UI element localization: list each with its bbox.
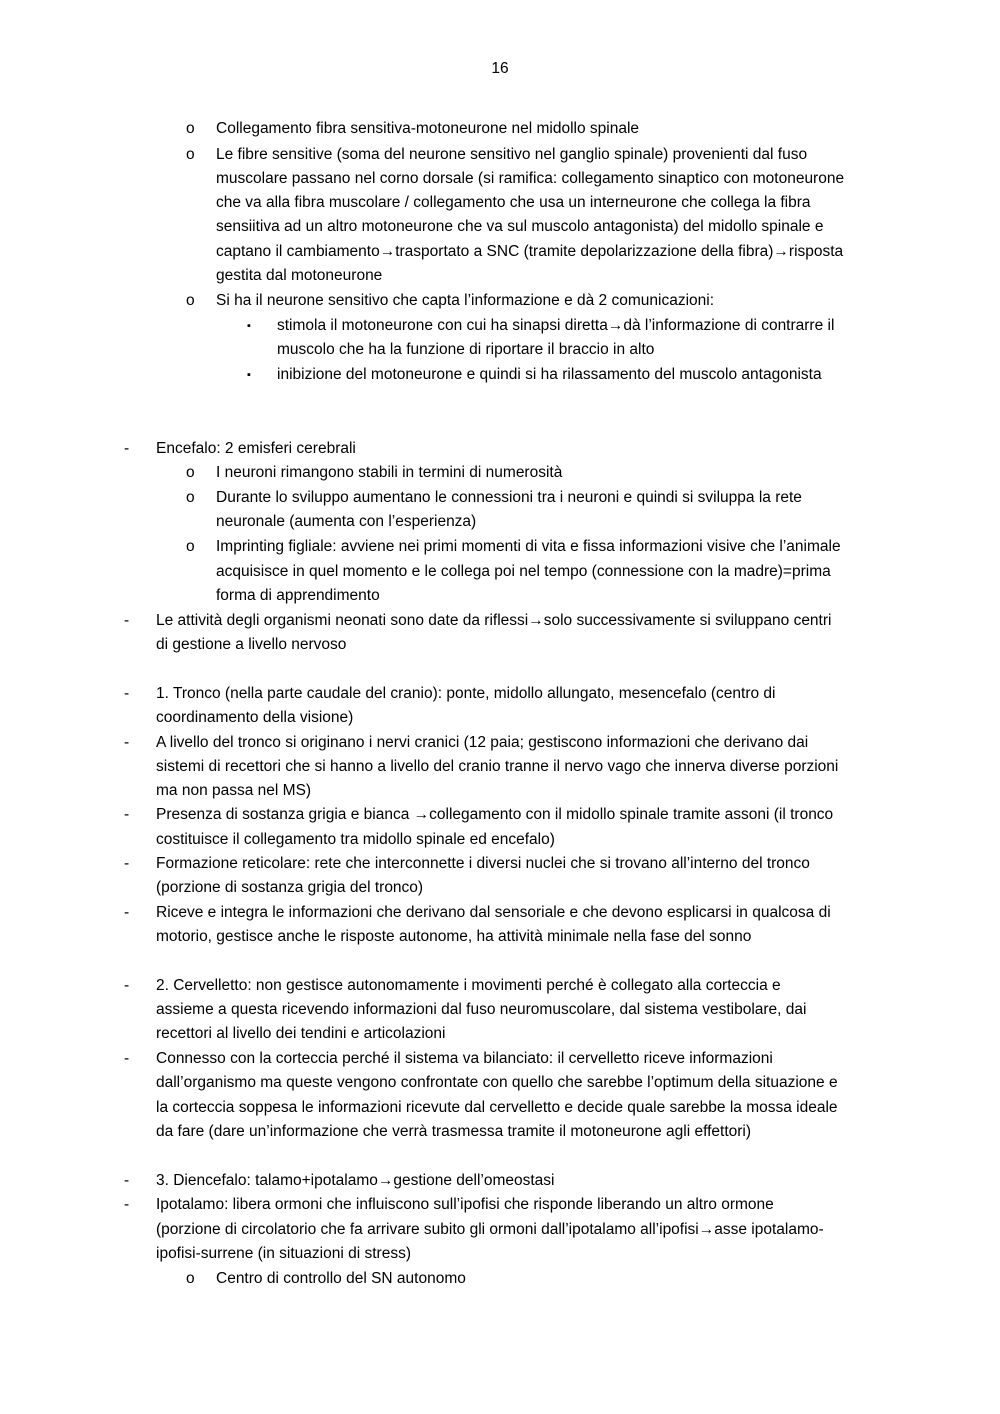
text-line: dall’organismo ma queste vengono confrontate con quello che sarebbe l’optimum della situazione e [156,1074,838,1091]
text-line: Connesso con la corteccia perché il sistema va bilanciato: il cervelletto riceve informazioni [156,1050,773,1067]
text-line: neuronale (aumenta con l’esperienza) [216,513,477,530]
text-line: recettori al livello dei tendini e articolazioni [156,1025,446,1042]
dash-bullet: - [124,685,130,702]
circle-bullet: o [186,120,195,137]
circle-bullet: o [186,146,195,163]
circle-bullet: o [186,292,195,309]
circle-bullet: o [186,464,195,481]
text-line: Ipotalamo: libera ormoni che influiscono sull’ipofisi che risponde liberando un altro ormone [156,1196,774,1213]
text-line: (porzione di circolatorio che fa arrivare subito gli ormoni dall’ipotalamo all’ipofisi→asse ipotalamo- [156,1221,824,1238]
circle-bullet: o [186,1270,195,1287]
dash-bullet: - [124,977,130,994]
text-line: inibizione del motoneurone e quindi si ha rilassamento del muscolo antagonista [277,366,822,383]
dash-bullet: - [124,806,130,823]
dash-bullet: - [124,440,130,457]
text-line: da fare (dare un’informazione che verrà trasmessa tramite il motoneurone agli effettori) [156,1123,752,1140]
text-line: Centro di controllo del SN autonomo [216,1270,466,1287]
page-number: 16 [491,60,509,77]
dash-bullet: - [124,904,130,921]
text-line: ipofisi-surrene (in situazioni di stress) [156,1245,411,1262]
text-line: 1. Tronco (nella parte caudale del cranio): ponte, midollo allungato, mesencefalo (centro di [156,685,776,702]
circle-bullet: o [186,538,195,555]
text-line: sensiitiva ad un altro motoneurone che va sul muscolo antagonista) del midollo spinale e [216,218,824,235]
text-line: acquisisce in quel momento e le collega poi nel tempo (connessione con la madre)=prima [216,563,831,580]
text-line: Si ha il neurone sensitivo che capta l’informazione e dà 2 comunicazioni: [216,292,715,309]
text-line: Encefalo: 2 emisferi cerebrali [156,440,356,457]
text-line: stimola il motoneurone con cui ha sinapsi diretta→dà l’informazione di contrarre il [277,317,835,334]
text-line: muscolo che ha la funzione di riportare il braccio in alto [277,341,655,358]
text-line: Presenza di sostanza grigia e bianca →collegamento con il midollo spinale tramite assoni (il tronco [156,806,834,823]
text-line: Le attività degli organismi neonati sono date da riflessi→solo successivamente si sviluppano centri [156,612,832,629]
text-line: muscolare passano nel corno dorsale (si ramifica: collegamento sinaptico con motoneurone [216,170,845,187]
text-line: coordinamento della visione) [156,709,354,726]
dash-bullet: - [124,1172,130,1189]
text-line: assieme a questa ricevendo informazioni dal fuso neuromuscolare, dal sistema vestibolare, dai [156,1001,807,1018]
text-line: di gestione a livello nervoso [156,636,347,653]
text-line: Le fibre sensitive (soma del neurone sensitivo nel ganglio spinale) provenienti dal fuso [216,146,808,163]
dash-bullet: - [124,855,130,872]
dash-bullet: - [124,1050,130,1067]
text-line: Durante lo sviluppo aumentano le connessioni tra i neuroni e quindi si sviluppa la rete [216,489,802,506]
text-line: che va alla fibra muscolare / collegamento che usa un interneurone che collega la fibra [216,194,811,211]
text-line: gestita dal motoneurone [216,267,383,284]
text-line: 3. Diencefalo: talamo+ipotalamo→gestione dell’omeostasi [156,1172,555,1189]
text-line: forma di apprendimento [216,587,380,604]
text-line: (porzione di sostanza grigia del tronco) [156,879,424,896]
dash-bullet: - [124,734,130,751]
text-line: I neuroni rimangono stabili in termini di numerosità [216,464,563,481]
square-bullet: ▪ [247,320,251,332]
text-line: sistemi di recettori che si hanno a livello del cranio tranne il nervo vago che innerva diverse porzioni [156,758,839,775]
text-line: la corteccia soppesa le informazioni ricevute dal cervelletto e decide quale sarebbe la mossa ideale [156,1099,838,1116]
text-line: A livello del tronco si originano i nervi cranici (12 paia; gestiscono informazioni che derivano dai [156,734,809,751]
text-line: Riceve e integra le informazioni che derivano dal sensoriale e che devono esplicarsi in qualcosa di [156,904,831,921]
text-line: costituisce il collegamento tra midollo spinale ed encefalo) [156,831,555,848]
text-line: Collegamento fibra sensitiva-motoneurone nel midollo spinale [216,120,640,137]
text-line: Formazione reticolare: rete che interconnette i diversi nuclei che si trovano all’interno del tronco [156,855,810,872]
circle-bullet: o [186,489,195,506]
text-line: motorio, gestisce anche le risposte autonome, ha attività minimale nella fase del sonno [156,928,752,945]
square-bullet: ▪ [247,369,251,381]
text-line: ma non passa nel MS) [156,782,312,799]
text-line: Imprinting figliale: avviene nei primi momenti di vita e fissa informazioni visive che l’animale [216,538,841,555]
dash-bullet: - [124,1196,130,1213]
text-line: 2. Cervelletto: non gestisce autonomamente i movimenti perché è collegato alla corteccia e [156,977,781,994]
dash-bullet: - [124,612,130,629]
text-line: captano il cambiamento→trasportato a SNC (tramite depolarizzazione della fibra)→risposta [216,243,844,260]
